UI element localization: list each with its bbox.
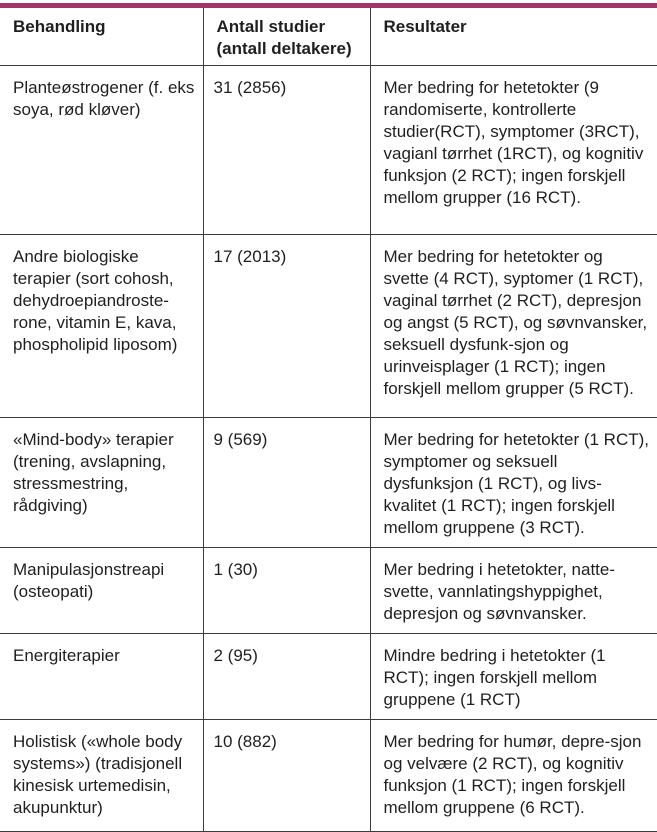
results-cell: Mer bedring i hetetokter, natte-svette, vannlatingshyppighet, depresjon og søvnvansker. [370,548,657,634]
column-header-behandling: Behandling [0,6,203,66]
studies-cell: 9 (569) [203,418,370,548]
treatment-cell: Andre biologiske terapier (sort cohosh, dehydroepiandroste-rone, vitamin E, kava, phospholipid liposom) [0,235,203,418]
table-row [0,66,657,235]
studies-cell: 17 (2013) [203,235,370,418]
column-header-resultater: Resultater [370,6,657,66]
results-cell: Mer bedring for humør, depre-sjon og velvære (2 RCT), og kognitiv funksjon (1 RCT); ingen forskjell mellom gruppene (6 RCT). [370,720,657,832]
table-row [0,418,657,548]
table-row [0,548,657,634]
studies-cell: 31 (2856) [203,66,370,235]
treatment-cell: Planteøstrogener (f. eks soya, rød kløver) [0,66,203,235]
treatment-cell: Energiterapier [0,634,203,720]
table-row [0,235,657,418]
studies-cell: 1 (30) [203,548,370,634]
column-header-antall-studier: Antall studier (antall deltakere) [203,6,370,66]
results-cell: Mindre bedring i hetetokter (1 RCT); ingen forskjell mellom gruppene (1 RCT) [370,634,657,720]
results-cell: Mer bedring for hetetokter (1 RCT), symptomer og seksuell dysfunksjon (1 RCT), og livs-kvalitet (1 RCT); ingen forskjell mellom gruppene (3 RCT). [370,418,657,548]
studies-cell: 10 (882) [203,720,370,832]
treatment-cell: «Mind-body» terapier (trening, avslapning, stressmestring, rådgiving) [0,418,203,548]
table-row [0,634,657,720]
treatment-cell: Holistisk («whole body systems») (tradisjonell kinesisk urtemedisin, akupunktur) [0,720,203,832]
treatment-cell: Manipulasjonstreapi (osteopati) [0,548,203,634]
header-row [0,6,657,66]
treatment-results-table [0,3,657,832]
results-cell: Mer bedring for hetetokter og svette (4 RCT), syptomer (1 RCT), vaginal tørrhet (2 RCT), depresjon og angst (5 RCT), og søvnvansker, seksuell dysfunk-sjon og urinveisplager (1 RCT); ingen forskjell mellom grupper (5 RCT). [370,235,657,418]
results-cell: Mer bedring for hetetokter (9 randomiserte, kontrollerte studier(RCT), symptomer (3RCT), vagianl tørrhet (1RCT), og kognitiv funksjon (2 RCT); ingen forskjell mellom grupper (16 RCT). [370,66,657,235]
studies-cell: 2 (95) [203,634,370,720]
